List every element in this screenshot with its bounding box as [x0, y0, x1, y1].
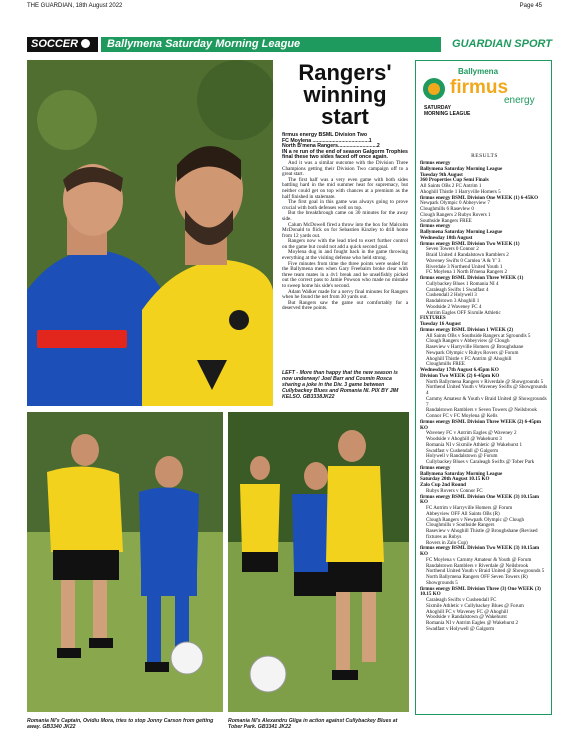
- logo-sub-saturday: SATURDAY: [424, 105, 451, 111]
- results-line: Rubys Rovers v Connor FC: [426, 487, 483, 494]
- results-heading: firmus energy: [420, 223, 451, 230]
- results-heading: Tuesday 16 August: [420, 321, 461, 327]
- results-line: Connor FC v FC Moylena @ Kells: [426, 413, 498, 419]
- results-heading: Division Two WEEK (2) 6-45pm KO: [420, 372, 500, 379]
- players-sharing-joke-image: [27, 60, 273, 406]
- article-paragraph: Rangers now with the lead tried to exert further control on the game but could not add a quick second goal.: [282, 238, 408, 250]
- results-heading: Wednesday 10th August: [420, 234, 473, 241]
- results-line: Northend United Youth v Waveney Swifts @ Showgrounds 4: [426, 384, 548, 396]
- results-heading: Ballymena Saturday Morning League: [420, 165, 503, 172]
- article-paragraph: But Rangers saw the game out comfortably for a deserved three points.: [282, 299, 408, 312]
- logo-brand-energy: energy: [504, 95, 535, 106]
- photo-caption-right: Romania NI's Alexandru Gliga in action against Cullybackey Blues at Tober Park. GB3341 JK22: [228, 718, 398, 730]
- league-title: Ballymena Saturday Morning League: [101, 37, 441, 52]
- results-line: Newpark Olympic 0 Abbeyview 7: [420, 200, 490, 207]
- results-line: FC Moylena 1 North B'mena Rangers 2: [426, 269, 507, 276]
- results-heading: firmus energy BSML Division One WEEK (1) 6-45KO: [420, 194, 539, 201]
- results-line: Riverdale 3 Northend United Youth 1: [426, 263, 503, 270]
- article-intro: IN a re run of the end of season Galgorm Trophies final these two sides faced off once again.: [282, 148, 408, 161]
- results-line: Cloughmills 6 Rasevlew 0: [420, 206, 474, 212]
- results-line: Clough Rangers 2 Rubys Rovers 1: [420, 211, 491, 218]
- results-line: Randalstown Ramblers v Riverdale @ Neilsbrook: [426, 562, 529, 569]
- section-banner: [27, 37, 552, 52]
- results-line: Ahoghill Thistle 1 Harryville Homers 5: [420, 188, 501, 195]
- logo-top-text: Ballymena: [458, 67, 499, 76]
- results-heading: Zalo Cup 2nd Round: [420, 482, 467, 488]
- article-paragraph: The first goal in this game was always going to prove crucial with both defenses well on top.: [282, 199, 408, 211]
- results-line: Ahoghill Thistle v FC Antrim @ Ahoghill: [426, 355, 512, 362]
- results-line: Cloughmills FREE: [426, 361, 465, 368]
- score-home: FC Moylena .......................................1: [282, 137, 372, 144]
- page-header: [27, 3, 542, 12]
- results-line: North Ballymena Rangers OFF Seven Towers (R) Showgrounds 5: [426, 574, 528, 586]
- soccer-section-label: [27, 37, 98, 52]
- results-line: Seven Towers 0 Connor 2: [426, 246, 479, 253]
- results-line: Randalstown Ramblers v Seven Towers @ Neilsbrook: [426, 407, 537, 414]
- results-heading: firmus energy BSML Division 1 WEEK (2): [420, 326, 514, 333]
- brand-sport: SPORT: [514, 38, 552, 50]
- article-paragraph: But the breakthrough came on 30 minutes for the away side.: [282, 210, 408, 222]
- logo-sub-league: MORNING LEAGUE: [424, 111, 471, 117]
- results-heading: firmus energy BSML Division Three WEEK (2) 6-45pm KO: [420, 418, 541, 431]
- results-heading: firmus energy: [420, 464, 451, 471]
- results-line: Caraleagh Swifts v Cushendall FC: [426, 597, 497, 603]
- results-line: Sixmile Athletic v Cullybackey Blues @ Forum: [426, 602, 524, 609]
- article-headline: Rangers' winning start: [298, 60, 392, 129]
- results-line: Abbeyview OFF All Saints OBs (R): [426, 510, 500, 517]
- results-line: FC Antrim v Harryville Homers @ Forum: [426, 505, 513, 511]
- results-line: Cloughmills v Southside Rangers: [426, 522, 495, 529]
- article-paragraph: And it was a similar outcome with the Division Three Champions getting their Division Two campaign off to a great start.: [282, 159, 408, 178]
- results-line: Woodside v Ahoghill @ Wakehurst 3: [426, 436, 502, 442]
- results-line: Northend United Youth v Braid United @ Showgrounds 5: [426, 568, 545, 575]
- results-line: Swadfast v Holywell @ Galgorm: [426, 625, 495, 632]
- brand-guardian: GUARDIAN: [452, 38, 512, 50]
- football-icon: [81, 39, 90, 48]
- results-heading: Ballymena Saturday Morning League: [420, 470, 503, 477]
- player-in-action-image: [228, 412, 409, 712]
- results-line: Braid United 4 Randalstown Ramblers 2: [426, 252, 509, 258]
- results-line: Woodside v Randalstown @ Wakehurst: [426, 614, 507, 621]
- main-photo-caption: LEFT - More than happy that the new season is now underway! Joel Barr and Cosmin Rosca sharing a joke in the Div. 3 game between Cullybackey Blues and Romania NI. PIX BY JIM KELSO. GB3338JK22: [282, 370, 399, 400]
- results-heading: 360 Properties Cup Semi Finals: [420, 177, 489, 184]
- results-line: All Saints OBs 2 FC Antrim 1: [420, 183, 482, 189]
- publication-date: THE GUARDIAN, 18th August 2022: [27, 3, 123, 9]
- results-line: Clough Rangers v Abbeyview @ Clough: [426, 338, 510, 345]
- main-photo: [27, 60, 273, 406]
- results-line: Randalstown 3 Ahoghill 1: [426, 298, 480, 304]
- soccer-text: SOCCER: [31, 38, 79, 50]
- results-heading: Ballymena Saturday Morning League: [420, 229, 503, 235]
- results-heading: firmus energy BSML Division Two WEEK (1): [420, 240, 520, 247]
- page-number: Page 45: [519, 3, 542, 9]
- results-heading: firmus energy BSML Division Three (3) One WEEK (3) 10.15 KO: [420, 585, 541, 598]
- firmus-energy-league-logo: [420, 65, 547, 117]
- results-heading: firmus energy BSML Division One WEEK (3) 10.15am KO: [420, 493, 540, 506]
- results-line: Holywell v Randalstown @ Forum: [426, 453, 498, 460]
- results-heading: firmus energy BSML Division Three WEEK (1): [420, 275, 524, 281]
- article-division: firmus energy BSML Division Two: [282, 132, 368, 138]
- results-heading: Saturday 20th August 10.15 KO: [420, 476, 490, 483]
- results-line: Cullybackey Blues 1 Romania NI 4: [426, 280, 499, 287]
- results-line: Carnmy Amateur & Youth v Braid United @ Showgrounds 7: [426, 395, 547, 408]
- score-away: North B'mena Rangers...........................2: [282, 143, 380, 150]
- photo-caption-left: Romania NI's Captain, Ovidiu Mora, tries to stop Jonny Carson from getting away. GB3340 JK22: [27, 718, 214, 730]
- logo-brand-firmus: firmus: [450, 77, 509, 98]
- article-paragraph: Moylena dug in and fought back in the game throwing everything at the visiting defense who held strong.: [282, 249, 408, 262]
- results-title: RESULTS: [471, 153, 498, 159]
- results-heading: Wednesday 17th August 6.45pm KO: [420, 367, 499, 373]
- results-line: Swadfast v Cushendall @ Galgorm: [426, 447, 499, 454]
- results-line: Antrim Eagles OFF Sixmile Athletic: [426, 309, 501, 316]
- article-paragraph: Adam Walker made for a nervy final minutes for Rangers when he found the net from 30 yards out.: [282, 288, 408, 301]
- results-line: Newpark Olympic v Rubys Rovers @ Forum: [426, 349, 519, 356]
- article-paragraph: Five minutes from time the three points were sealed for the Ballymena men when Gary Freebairn broke clear with three team mates in a 4v1 break and he unselfishly picked out the correct pass to Jamie Powson who made no mistake to sweep home his side's second.: [282, 260, 408, 290]
- results-line: Romania NI v Sixmile Athletic @ Wakehurst 1: [426, 441, 523, 448]
- action-photo-left: [27, 412, 223, 712]
- action-photo-right: [228, 412, 409, 712]
- results-line: Cullybackey Blues v Caraleagh Swifts @ Tober Park: [426, 459, 535, 465]
- results-line: Clough Rangers v Newpark Olympic @ Clough: [426, 516, 525, 523]
- results-line: All Saints OBs v Southside Rangers at Sgroundls 5: [426, 332, 531, 339]
- results-heading: FIXTURES: [420, 315, 446, 322]
- results-line: Cushendall 2 Holywell 3: [426, 292, 477, 299]
- results-line: Raseview v Ahoghill Thistle @ Broughshane (Revised fixtures as Rubys: [426, 528, 538, 540]
- results-line: FC Moylena v Carnmy Amateur & Youth @ Forum: [426, 556, 532, 563]
- results-line: Waveney FC v Antrim Eagles @ Waveney 2: [426, 430, 517, 437]
- results-line: Ahoghill FC v Waveney FC @ Ahoghill: [426, 608, 509, 615]
- article-paragraph: Calum McDowell fired a throw into the box for Malcolm McDonald to flick on for Sebastien Kinzley to drill home from 12 yards out.: [282, 221, 408, 239]
- article-body: [282, 133, 408, 312]
- article-paragraph: The first half was a very even game with both sides battling hard in the mid summer heat for supremacy, but neither could get on top with chances at a premium as the half finished in stalemate.: [282, 176, 408, 200]
- results-line: North Ballymena Rangers v Riverdale @ Showgrounds 5: [426, 378, 544, 385]
- results-line: Woodside 2 Waveney FC 4: [426, 303, 482, 310]
- results-line: Raseview v Harryville Homers @ Broughshane: [426, 344, 524, 350]
- captain-tackle-image: [27, 412, 223, 712]
- guardian-sport-logo: [452, 37, 552, 52]
- results-heading: Tuesday 9th August: [420, 171, 463, 178]
- results-line: Rovers in Zalo Cup): [426, 539, 468, 546]
- results-heading: firmus energy: [420, 160, 451, 166]
- results-line: Caraleagh Swifts 1 Swadfast 4: [426, 286, 489, 293]
- results-line: Waveney Swifts 0 Carnlea 'A & Y' 3: [426, 257, 501, 264]
- results-line: Southside Rangers FREE: [420, 217, 472, 224]
- results-list: [420, 161, 548, 633]
- results-line: Romania NI v Antrim Eagles @ Wakehurst 2: [426, 620, 519, 626]
- results-panel: [415, 60, 552, 715]
- results-heading: firmus energy BSML Division Two WEEK (3) 10.15am KO: [420, 545, 540, 557]
